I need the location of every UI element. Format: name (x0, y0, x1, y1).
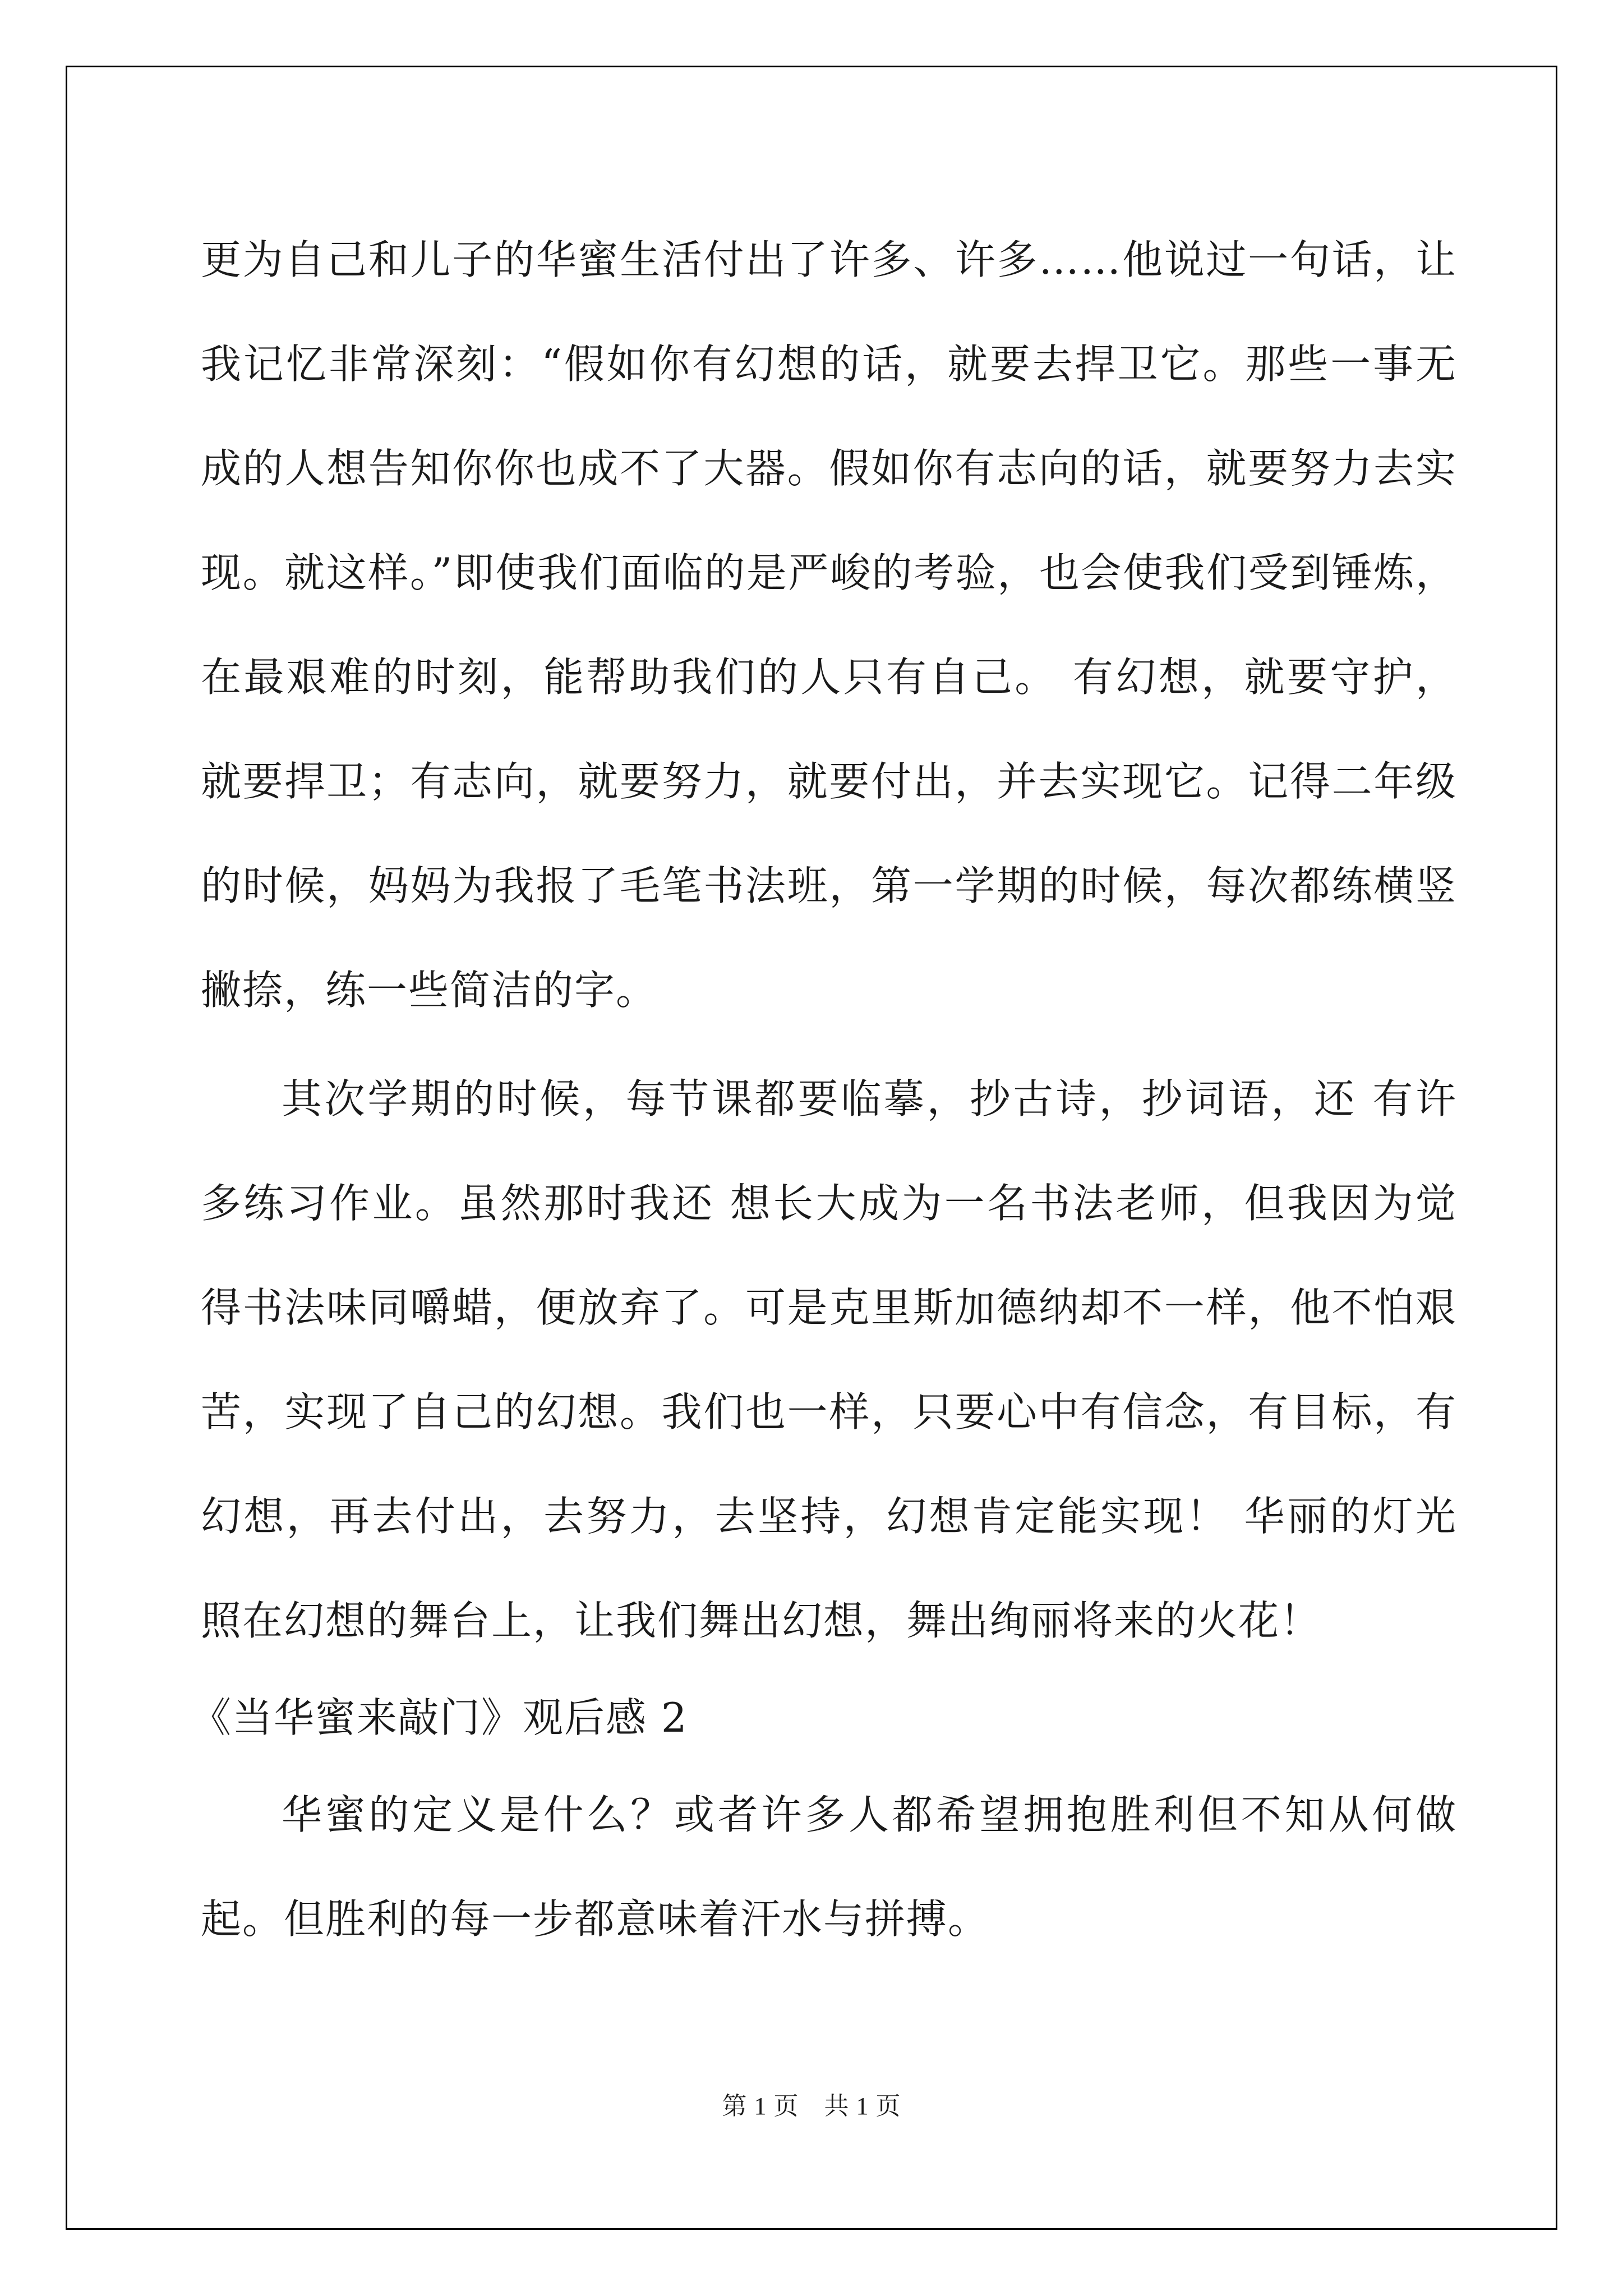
paragraph-1: 更为自己和儿子的华蜜生活付出了许多、许多……他说过一句话，让我记忆非常深刻：“假如你有幻想的话，就要去捍卫它。那些一事无成的人想告知你你也成不了大器。假如你有志向的话，就要努力去实现。就这样。”即使我们面临的是严峻的考验，也会使我们受到锤炼，在最艰难的时刻，能帮助我们的人只有自己。 有幻想，就要守护，就要捍卫；有志向，就要努力，就要付出，并去实现它。记得二年级的时候，妈妈为我报了毛笔书法班，第一学期的时候，每次都练横竖撇捺，练一些简洁的字。 (201, 236, 1457, 1014)
page-footer: 第 1 页 共 1 页 (722, 2092, 901, 2120)
paragraph-2: 其次学期的时候，每节课都要临摹，抄古诗，抄词语，还 有许多练习作业。虽然那时我还 想长大成为一名书法老师，但我因为觉得书法味同嚼蜡，便放弃了。可是克里斯加德纳却不一样，他不怕艰苦，实现了自己的幻想。我们也一样，只要心中有信念，有目标，有幻想，再去付出，去努力，去坚持，幻想肯定能实现！ 华丽的灯光照在幻想的舞台上，让我们舞出幻想，舞出绚丽将来的火花！ (201, 1075, 1457, 1644)
paragraph-3: 华蜜的定义是什么？或者许多人都希望拥抱胜利但不知从何做起。但胜利的每一步都意味着汗水与拼搏。 (201, 1791, 1457, 1943)
section-heading: 《当华蜜来敲门》观后感 2 (191, 1694, 688, 1741)
document-body (191, 208, 1457, 1971)
